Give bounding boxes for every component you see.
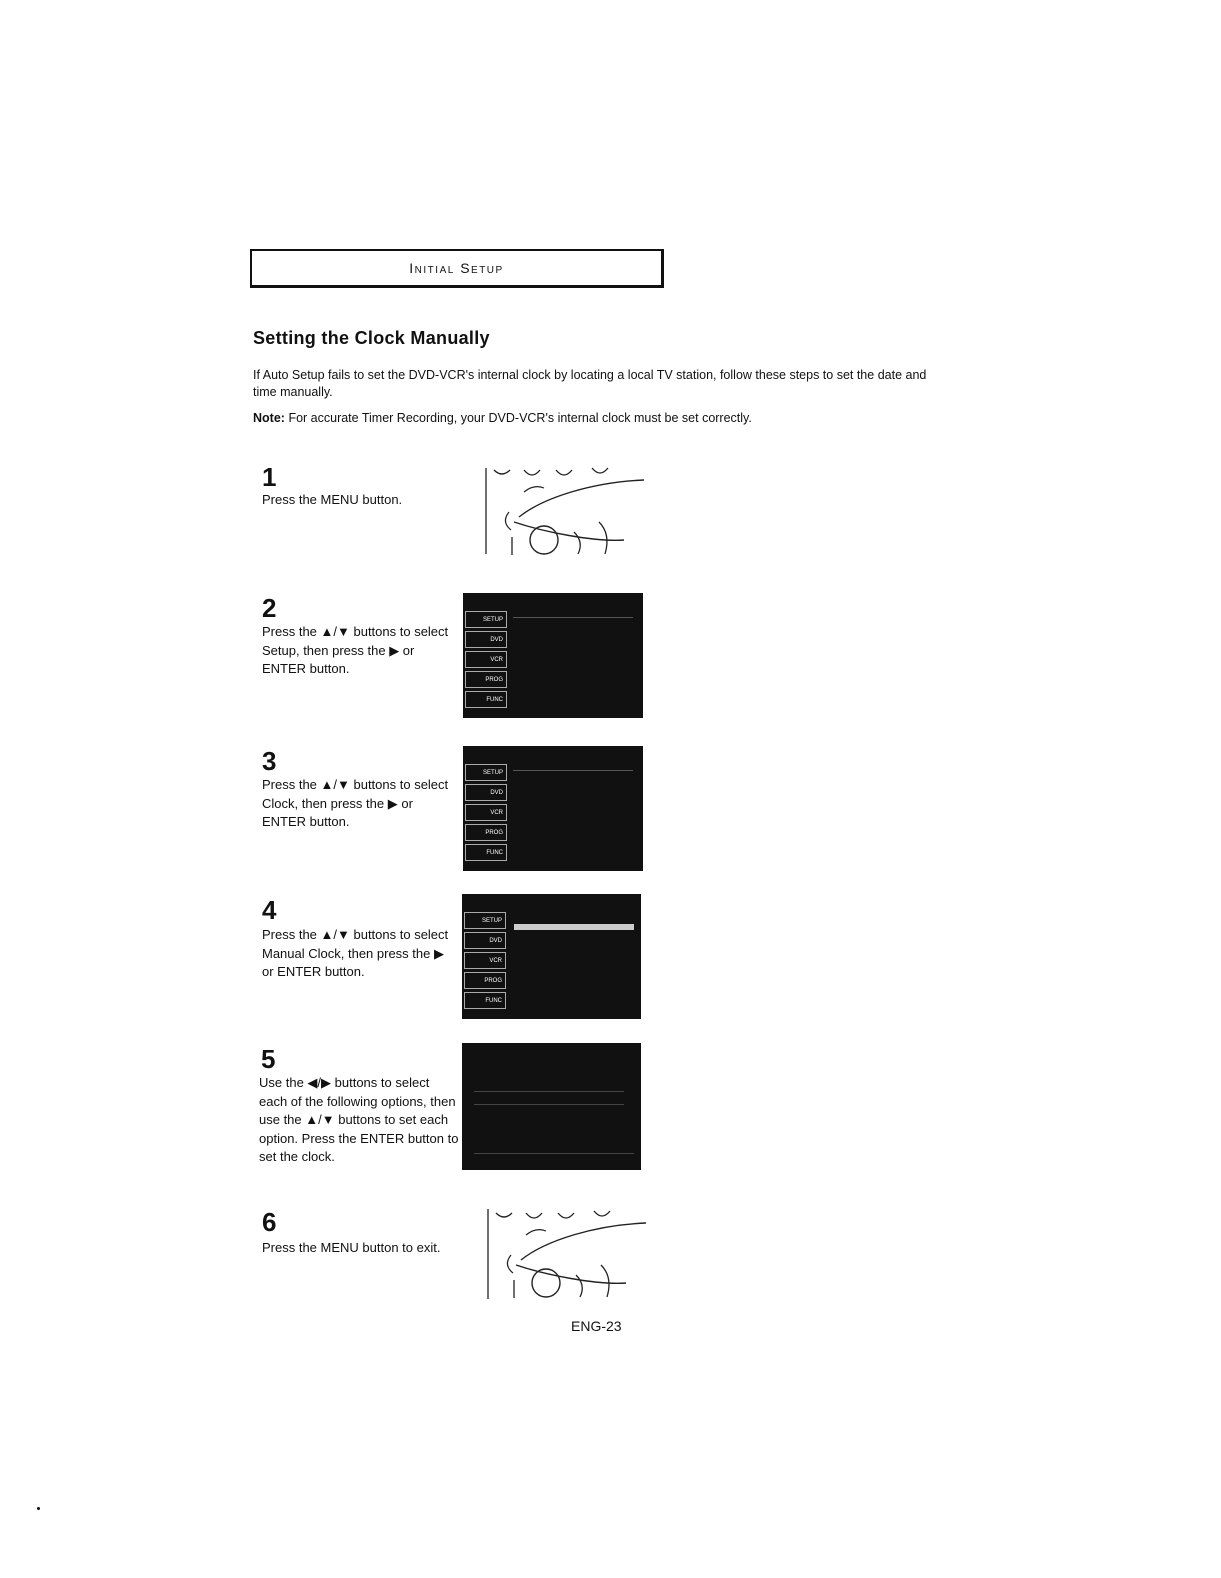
manual-clock-screen — [462, 1043, 641, 1170]
step-5-text: Use the ◀/▶ buttons to select each of the following options, then use the ▲/▼ buttons to set each option. Press the ENTER button to set the clock. — [259, 1075, 459, 1164]
note-paragraph — [253, 411, 752, 425]
page-number: ENG-23 — [571, 1318, 622, 1334]
scan-dot — [37, 1507, 40, 1510]
step-2-number: 2 — [262, 593, 277, 623]
step-6-text: Press the MENU button to exit. — [262, 1240, 441, 1255]
setup-menu-screen: SETUP DVD VCR PROG FUNC — [463, 593, 643, 718]
step-2-text: Press the ▲/▼ buttons to select Setup, then press the ▶ or ENTER button. — [262, 624, 449, 676]
note-label: Note: — [253, 411, 285, 425]
remote-hand-illustration-exit — [486, 1205, 651, 1300]
section-header — [250, 249, 664, 288]
clock-setup-screen: SETUP DVD VCR PROG FUNC — [462, 894, 641, 1019]
page-title: Setting the Clock Manually — [253, 328, 490, 348]
step-6-number: 6 — [262, 1207, 277, 1237]
step-5-number: 5 — [261, 1044, 276, 1074]
step-1-text: Press the MENU button. — [262, 492, 403, 507]
clock-menu-screen: SETUP DVD VCR PROG FUNC — [463, 746, 643, 871]
note-text: For accurate Timer Recording, your DVD-VCR's internal clock must be set correctly. — [288, 411, 752, 425]
step-3-number: 3 — [262, 746, 277, 776]
step-1-number: 1 — [262, 462, 277, 492]
intro-paragraph: If Auto Setup fails to set the DVD-VCR's internal clock by locating a local TV station, follow these steps to set the date and time manually. — [253, 368, 927, 399]
step-4-number: 4 — [262, 895, 277, 925]
section-header-label: Initial Setup — [409, 260, 504, 276]
remote-hand-illustration — [484, 462, 649, 557]
step-3-text: Press the ▲/▼ buttons to select Clock, then press the ▶ or ENTER button. — [262, 777, 449, 829]
step-4-text: Press the ▲/▼ buttons to select Manual Clock, then press the ▶ or ENTER button. — [262, 927, 449, 979]
